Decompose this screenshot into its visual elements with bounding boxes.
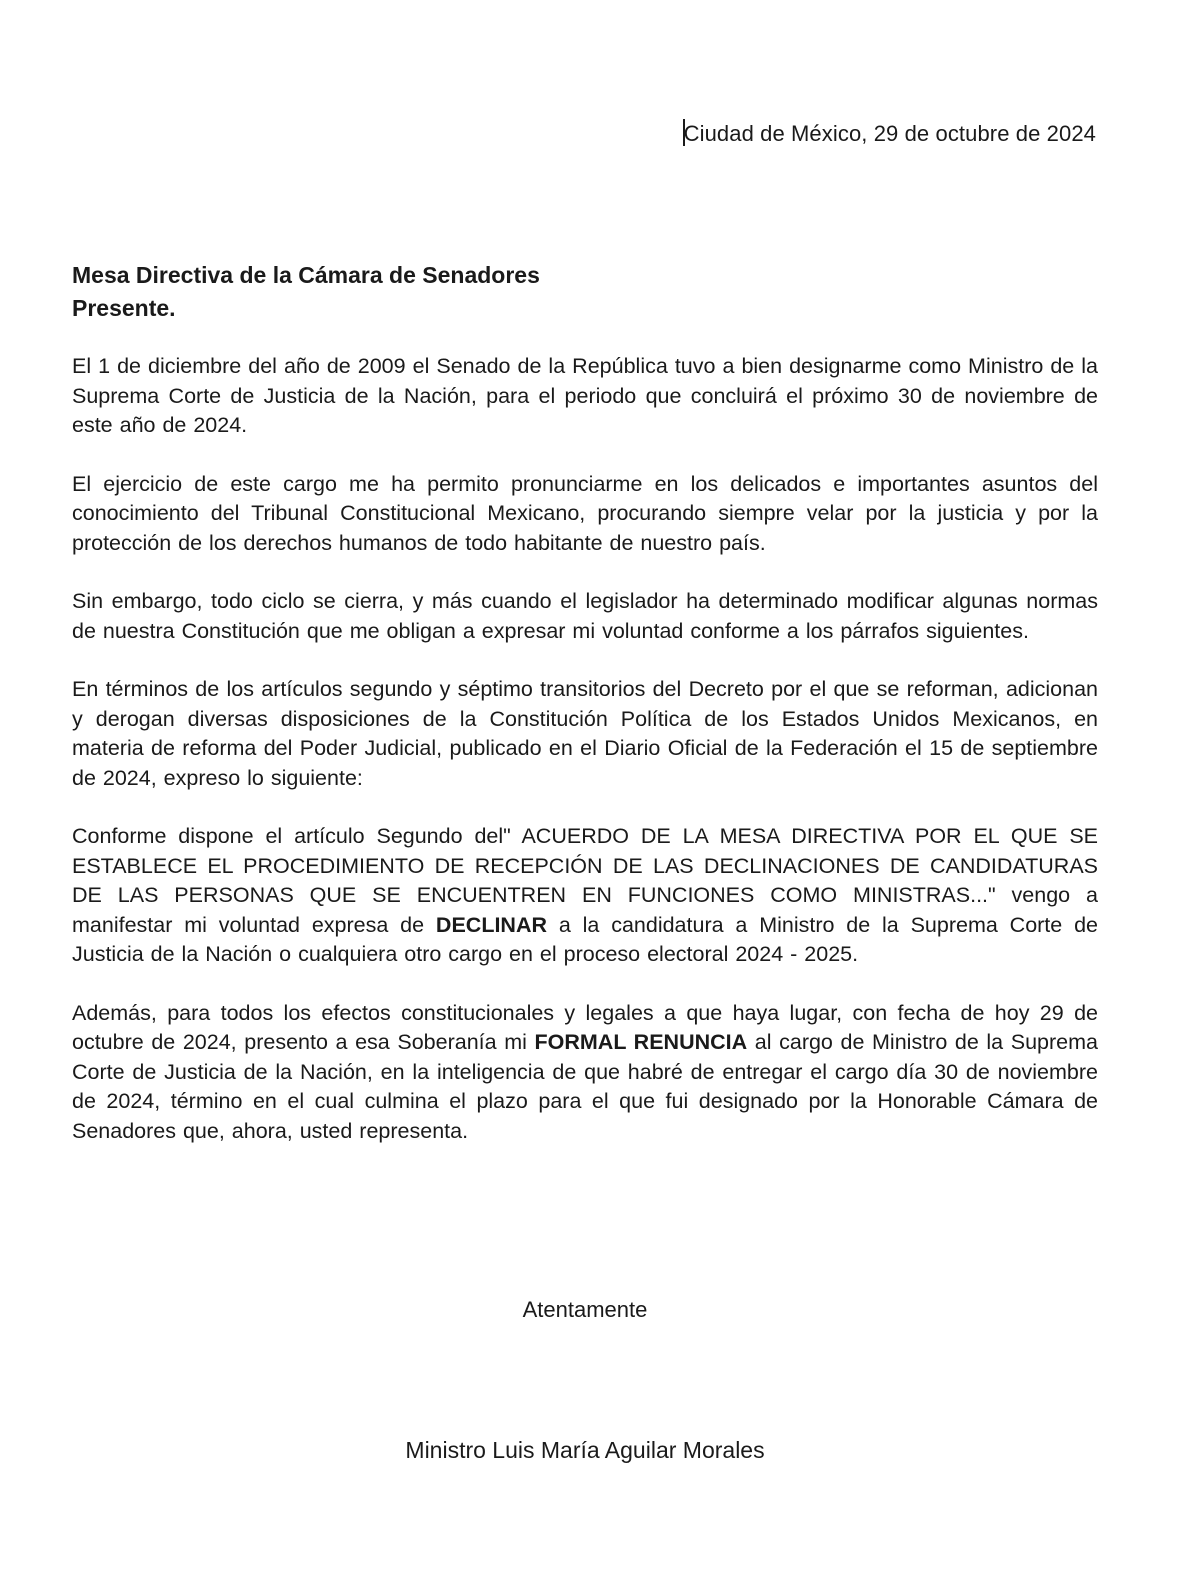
decline-emphasis: DECLINAR [435,912,548,937]
recipient-salutation: Presente. [72,295,176,321]
date-text: Ciudad de México, 29 de octubre de 2024 [683,121,1096,146]
signature-name: Ministro Luis María Aguilar Morales [405,1437,765,1463]
closing-line: Atentamente [522,1297,648,1322]
recipient-name: Mesa Directiva de la Cámara de Senadores [72,262,540,288]
letter-date [683,118,1096,150]
paragraph-exercise: El ejercicio de este cargo me ha permito pronunciarme en los delicados e importantes asuntos del conocimiento del Tribunal Constitucional Mexicano, procurando siempre velar por la justicia y por la protección de los derechos humanos de todo habitante de nuestro país. [72,471,1098,555]
recipient-block [72,259,972,325]
decline-text-after: a la candidatura a Ministro de la Suprema Corte de Justicia de la Nación o cualquiera otro cargo en el proceso electoral 2024 - 2025. [72,912,1098,966]
paragraph-cycle: Sin embargo, todo ciclo se cierra, y más cuando el legislador ha determinado modificar algunas normas de nuestra Constitución que me obligan a expresar mi voluntad conforme a los párrafos siguientes. [72,589,1098,643]
paragraph-decree: En términos de los artículos segundo y séptimo transitorios del Decreto por el que se reforman, adicionan y derogan diversas disposiciones de la Constitución Política de los Estados Unidos Mexicanos, en materia de reforma del Poder Judicial, publicado en el Diario Oficial de la Federación el 15 de septiembre de 2024, expreso lo siguiente: [72,677,1098,790]
paragraph-designation: El 1 de diciembre del año de 2009 el Senado de la República tuvo a bien designarme como Ministro de la Suprema Corte de Justicia de la Nación, para el periodo que concluirá el próximo 30 de noviembre de este año de 2024. [72,354,1098,437]
paragraph-decline [72,822,1098,970]
paragraph-resignation [72,999,1098,1147]
resignation-emphasis: FORMAL RENUNCIA [534,1030,748,1054]
resignation-text-after: al cargo de Ministro de la Suprema Corte de Justicia de la Nación, en la inteligencia de que habré de entregar el cargo día 30 de noviembre de 2024, término en el cual culmina el plazo para el que fui designado por la Honorable Cámara de Senadores que, ahora, usted representa. [72,1030,1098,1143]
decline-text-before: Conforme dispone el artículo Segundo del" ACUERDO DE LA MESA DIRECTIVA POR EL QUE SE ESTABLECE EL PROCEDIMIENTO DE RECEPCIÓN DE LAS DECLINACIONES DE CANDIDATURAS DE LAS PERSONAS QUE SE ENCUENTREN EN FUNCIONES COMO MINISTRAS..." vengo a manifestar mi voluntad expresa de [72,824,1098,937]
resignation-text-before: Además, para todos los efectos constitucionales y legales a que haya lugar, con fecha de hoy 29 de octubre de 2024, presento a esa Soberanía mi [72,1000,1098,1054]
letter-body [72,352,1098,1175]
